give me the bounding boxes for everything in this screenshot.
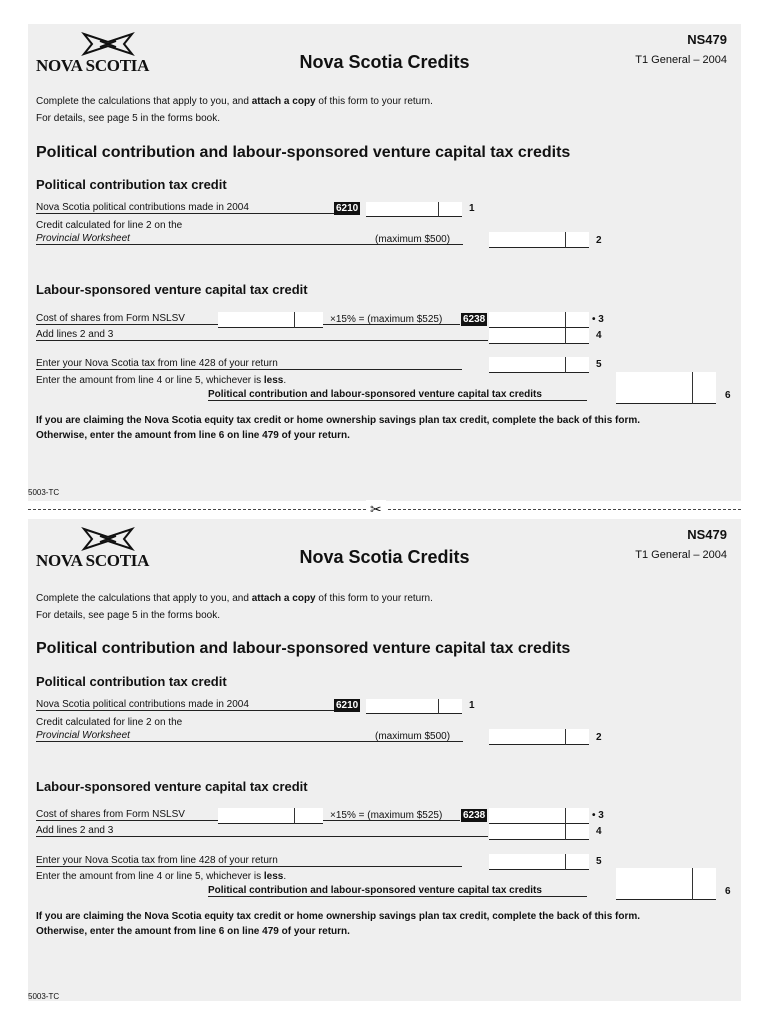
line6-number: 6 <box>725 390 731 401</box>
form-number: NS479 <box>687 527 727 542</box>
instruction-note-1: If you are claiming the Nova Scotia equity tax credit or home ownership savings plan tax credit, complete the back of this form. <box>36 911 641 922</box>
cents-divider <box>565 357 566 373</box>
line6-number: 6 <box>725 886 731 897</box>
form-title: Nova Scotia Credits <box>299 547 470 567</box>
line1-input[interactable] <box>366 202 462 217</box>
scissors-icon: ✂ <box>366 500 386 518</box>
line2-label-a: Credit calculated for line 2 on the <box>36 220 183 231</box>
form-title: Nova Scotia Credits <box>299 52 470 72</box>
line5-input[interactable] <box>489 854 589 870</box>
line6-label: Enter the amount from line 4 or line 5, whichever is less. <box>36 871 287 882</box>
form-version: T1 General – 2004 <box>635 54 727 66</box>
shares-cost-input[interactable] <box>218 808 323 824</box>
section-heading: Political contribution and labour-sponsored venture capital tax credits <box>36 144 571 161</box>
line4-input[interactable] <box>489 328 589 344</box>
line2-number: 2 <box>596 235 602 246</box>
line5-input[interactable] <box>489 357 589 373</box>
line3-input[interactable] <box>489 312 589 328</box>
line6-label: Enter the amount from line 4 or line 5, whichever is less. <box>36 375 287 386</box>
section-heading: Political contribution and labour-sponsored venture capital tax credits <box>36 640 571 657</box>
line4-label: Add lines 2 and 3 <box>36 825 488 837</box>
cents-divider <box>438 202 439 217</box>
line6-input[interactable] <box>616 372 716 404</box>
form-code-footer: 5003-TC <box>28 488 60 497</box>
form-copy-top <box>28 24 741 501</box>
political-heading: Political contribution tax credit <box>36 674 227 689</box>
cents-divider <box>692 372 693 404</box>
line5-number: 5 <box>596 856 602 867</box>
cents-divider <box>565 854 566 870</box>
line1-label: Nova Scotia political contributions made in 2004 <box>36 699 336 711</box>
intro-line-1: Complete the calculations that apply to you, and attach a copy of this form to your return. <box>36 593 433 604</box>
form-copy-bottom <box>28 519 741 1001</box>
line1-number: 1 <box>469 700 475 711</box>
instruction-note-2: Otherwise, enter the amount from line 6 on line 479 of your return. <box>36 430 350 441</box>
intro-line-2: For details, see page 5 in the forms book. <box>36 113 220 124</box>
intro-line-1: Complete the calculations that apply to you, and attach a copy of this form to your return. <box>36 96 433 107</box>
line3-calc: ×15% = (maximum $525) <box>330 314 443 325</box>
intro-line-2: For details, see page 5 in the forms book. <box>36 610 220 621</box>
line3-number: • 3 <box>592 314 604 325</box>
cents-divider <box>565 824 566 840</box>
line5-number: 5 <box>596 359 602 370</box>
form-version: T1 General – 2004 <box>635 549 727 561</box>
form-number: NS479 <box>687 32 727 47</box>
cents-divider <box>565 312 566 328</box>
line3-input[interactable] <box>489 808 589 824</box>
line2-number: 2 <box>596 732 602 743</box>
cents-divider <box>692 868 693 900</box>
line3-number: • 3 <box>592 810 604 821</box>
cents-divider <box>294 808 295 824</box>
line1-number: 1 <box>469 203 475 214</box>
line2-input[interactable] <box>489 729 589 745</box>
line3-label: Cost of shares from Form NSLSV <box>36 313 460 325</box>
form-code-footer: 5003-TC <box>28 992 60 1001</box>
line2-input[interactable] <box>489 232 589 248</box>
line5-label: Enter your Nova Scotia tax from line 428 of your return <box>36 855 462 867</box>
line2-label-b: Provincial Worksheet <box>36 730 463 742</box>
line3-calc: ×15% = (maximum $525) <box>330 810 443 821</box>
shares-cost-input[interactable] <box>218 312 323 328</box>
line2-maximum: (maximum $500) <box>375 234 451 245</box>
cents-divider <box>565 232 566 248</box>
line2-label-a: Credit calculated for line 2 on the <box>36 717 183 728</box>
labour-heading: Labour-sponsored venture capital tax credit <box>36 282 308 297</box>
line4-number: 4 <box>596 330 602 341</box>
line4-number: 4 <box>596 826 602 837</box>
cents-divider <box>565 808 566 824</box>
line4-input[interactable] <box>489 824 589 840</box>
line1-input[interactable] <box>366 699 462 714</box>
cents-divider <box>294 312 295 328</box>
line3-code: 6238 <box>463 314 486 325</box>
cents-divider <box>565 729 566 745</box>
line3-code: 6238 <box>463 810 486 821</box>
line4-label: Add lines 2 and 3 <box>36 329 488 341</box>
instruction-note-2: Otherwise, enter the amount from line 6 on line 479 of your return. <box>36 926 350 937</box>
line6-input[interactable] <box>616 868 716 900</box>
line3-label: Cost of shares from Form NSLSV <box>36 809 460 821</box>
cents-divider <box>565 328 566 344</box>
line5-label: Enter your Nova Scotia tax from line 428 of your return <box>36 358 462 370</box>
line1-label: Nova Scotia political contributions made in 2004 <box>36 202 336 214</box>
line1-code: 6210 <box>336 203 359 214</box>
line2-label-b: Provincial Worksheet <box>36 233 463 245</box>
instruction-note-1: If you are claiming the Nova Scotia equity tax credit or home ownership savings plan tax credit, complete the back of this form. <box>36 415 641 426</box>
line2-maximum: (maximum $500) <box>375 731 451 742</box>
cents-divider <box>438 699 439 714</box>
labour-heading: Labour-sponsored venture capital tax credit <box>36 779 308 794</box>
political-heading: Political contribution tax credit <box>36 177 227 192</box>
line1-code: 6210 <box>336 700 359 711</box>
line6-total-label: Political contribution and labour-sponsored venture capital tax credits <box>208 885 587 897</box>
logo-wordmark: NOVA SCOTIA <box>36 56 150 75</box>
logo-wordmark: NOVA SCOTIA <box>36 551 150 570</box>
line6-total-label: Political contribution and labour-sponsored venture capital tax credits <box>208 389 587 401</box>
